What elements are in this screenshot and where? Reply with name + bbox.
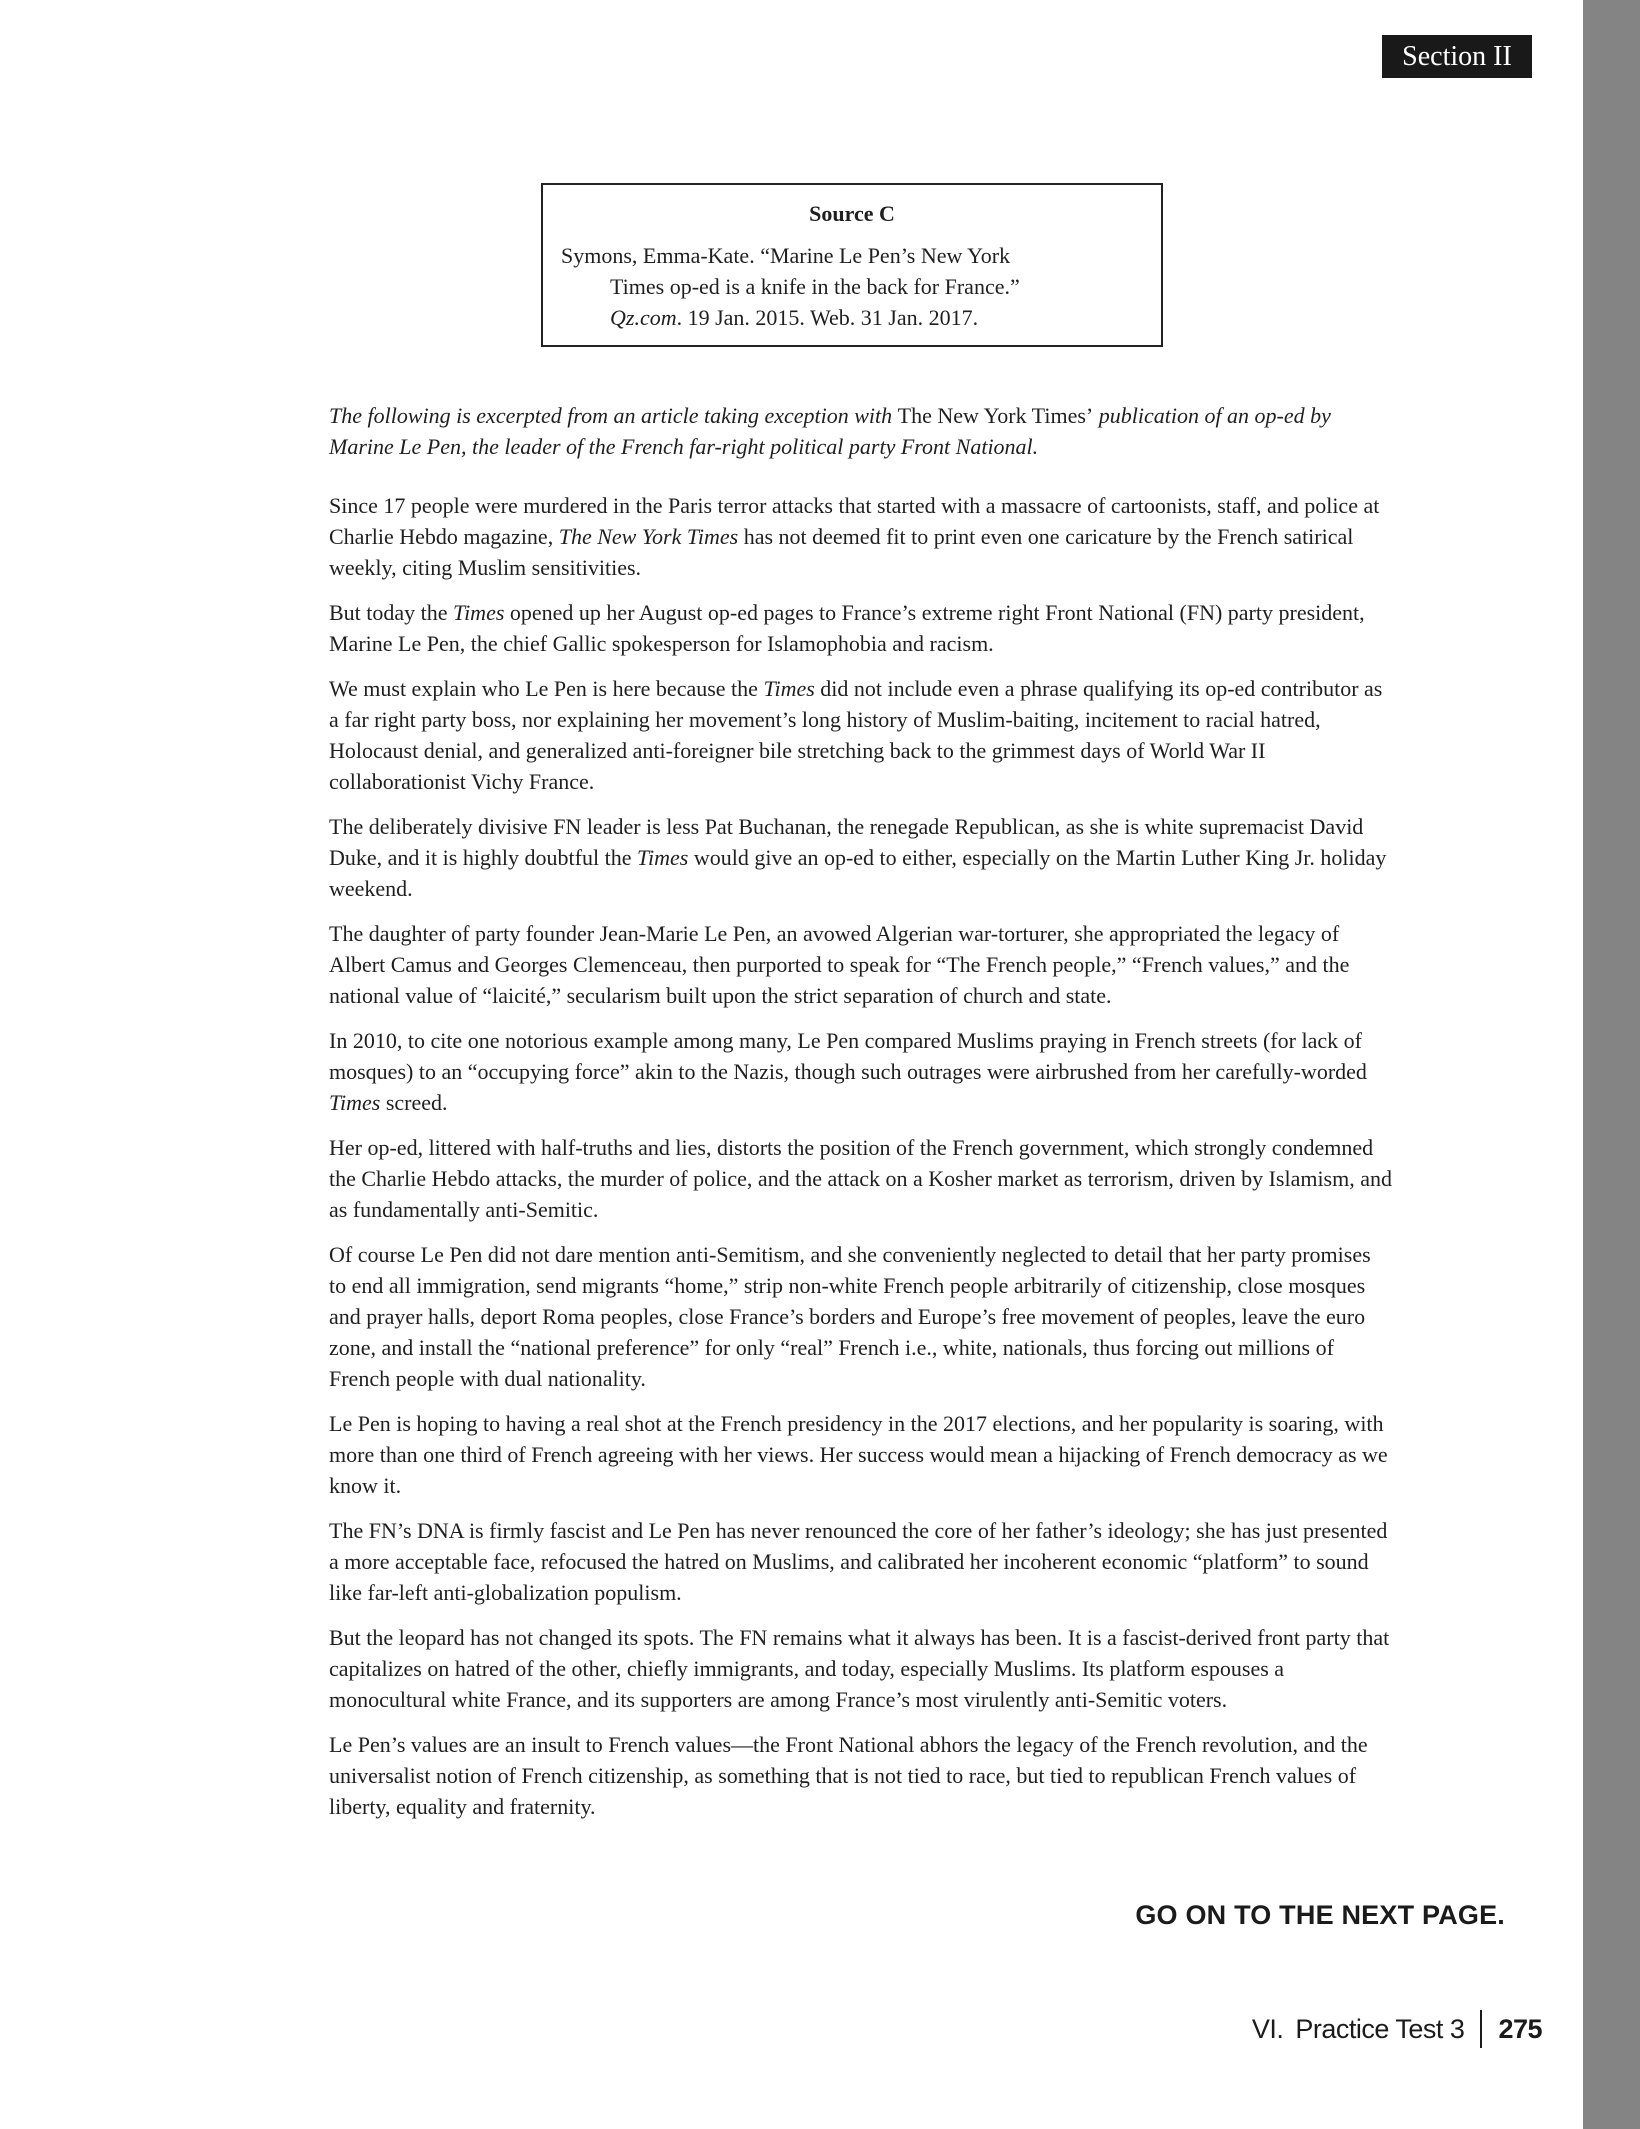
paragraph bbox=[329, 1515, 1392, 1608]
paragraph bbox=[329, 1132, 1392, 1225]
text-run: The New York Times’ bbox=[897, 403, 1094, 428]
text-run: Times bbox=[453, 600, 505, 625]
text-run: has not deemed fit to print even one caricature by the French satirical weekly, citing Muslim sensitivities. bbox=[329, 524, 1354, 580]
page-number: 275 bbox=[1498, 2013, 1542, 2044]
text-run: did not include even a phrase qualifying its op-ed contributor as a far right party boss, nor explaining her movement’s long history of Muslim-baiting, incitement to racial hatred, Holocaust denial, and generalized anti-foreigner bile stretching back to the grimmest days of World War II collaborationist Vichy France. bbox=[329, 676, 1383, 794]
paragraph bbox=[329, 1622, 1392, 1715]
text-run: Times bbox=[636, 845, 689, 870]
text-run: Le Pen’s values are an insult to French values—the Front National abhors the legacy of the French revolution, and the universalist notion of French citizenship, as something that is not tied to race, but tied to republican French values of liberty, equality and fraternity. bbox=[329, 1732, 1368, 1819]
text-run: In 2010, to cite one notorious example among many, Le Pen compared Muslims praying in French streets (for lack of mosques) to an “occupying force” akin to the Nazis, though such outrages were airbrushed from her carefully-worded bbox=[329, 1028, 1367, 1084]
text-run: We must explain who Le Pen is here because the bbox=[329, 676, 764, 701]
text-run: The New York Times bbox=[558, 524, 739, 549]
article-text-column bbox=[329, 400, 1392, 1836]
footer-divider bbox=[1480, 2010, 1482, 2048]
section-badge-label: Section II bbox=[1402, 40, 1512, 72]
page-footer bbox=[1252, 2010, 1542, 2048]
paragraph bbox=[329, 673, 1392, 797]
paragraph bbox=[329, 918, 1392, 1011]
text-run: Qz.com bbox=[610, 305, 677, 330]
text-run: would give an op-ed to either, especially on the Martin Luther King Jr. holiday weekend. bbox=[329, 845, 1387, 901]
text-run: Times bbox=[329, 1090, 381, 1115]
text-run: . 19 Jan. 2015. Web. 31 Jan. 2017. bbox=[676, 305, 979, 330]
text-run: The FN’s DNA is firmly fascist and Le Pen has never renounced the core of her father’s ideology; she has just presented a more acceptable face, refocused the hatred on Muslims, and calibrated her incoherent economic “platform” to sound like far-left anti-globalization populism. bbox=[329, 1518, 1388, 1605]
footer-chapter-label: VI. bbox=[1251, 2013, 1284, 2044]
citation-line bbox=[561, 302, 1143, 333]
paragraph bbox=[329, 811, 1392, 904]
paragraph bbox=[329, 490, 1392, 583]
text-run: Times op-ed is a knife in the back for France.” bbox=[610, 274, 1020, 299]
text-run: But the leopard has not changed its spots. The FN remains what it always has been. It is a fascist-derived front party that capitalizes on hatred of the other, chiefly immigrants, and today, especially Muslims. Its platform espouses a monocultural white France, and its supporters are among France’s most virulently anti-Semitic voters. bbox=[329, 1625, 1390, 1712]
paragraph bbox=[329, 1408, 1392, 1501]
citation-line bbox=[561, 240, 1143, 271]
text-run: Le Pen is hoping to having a real shot at the French presidency in the 2017 elections, and her popularity is soaring, with more than one third of French agreeing with her views. Her success would mean a hijacking of French democracy as we know it. bbox=[329, 1411, 1388, 1498]
citation-line bbox=[561, 271, 1143, 302]
text-run: Since 17 people were murdered in the Paris terror attacks that started with a massacre of cartoonists, staff, and police at Charlie Hebdo magazine, bbox=[329, 493, 1380, 549]
text-run: Her op-ed, littered with half-truths and lies, distorts the position of the French government, which strongly condemned the Charlie Hebdo attacks, the murder of police, and the attack on a Kosher market as terrorism, driven by Islamism, and as fundamentally anti-Semitic. bbox=[329, 1135, 1392, 1222]
paragraph bbox=[329, 1729, 1392, 1822]
text-run: opened up her August op-ed pages to France’s extreme right Front National (FN) party president, Marine Le Pen, the chief Gallic spokesperson for Islamophobia and racism. bbox=[329, 600, 1365, 656]
text-run: The daughter of party founder Jean-Marie Le Pen, an avowed Algerian war-torturer, she appropriated the legacy of Albert Camus and Georges Clemenceau, then purported to speak for “The French people,” “French values,” and the national value of “laicité,” secularism built upon the strict separation of church and state. bbox=[329, 921, 1350, 1008]
source-citation-box bbox=[541, 183, 1163, 347]
text-run: Symons, Emma-Kate. “Marine Le Pen’s New York bbox=[561, 243, 1011, 268]
article-body bbox=[329, 490, 1392, 1822]
text-run: The deliberately divisive FN leader is less Pat Buchanan, the renegade Republican, as she is white supremacist David Duke, and it is highly doubtful the bbox=[329, 814, 1364, 870]
go-on-instruction: GO ON TO THE NEXT PAGE. bbox=[1135, 1900, 1505, 1930]
text-run: The following is excerpted from an article taking exception with bbox=[329, 403, 898, 428]
source-box-title: Source C bbox=[809, 201, 895, 226]
text-run: screed. bbox=[380, 1090, 448, 1115]
section-badge bbox=[1382, 35, 1532, 78]
text-run: Times bbox=[763, 676, 815, 701]
paragraph bbox=[329, 1239, 1392, 1394]
citation bbox=[561, 240, 1143, 333]
text-run: publication of an op-ed by Marine Le Pen, the leader of the French far-right political party Front National. bbox=[329, 403, 1331, 459]
article-intro bbox=[329, 400, 1392, 462]
paragraph bbox=[329, 597, 1392, 659]
page-edge-gray-strip bbox=[1583, 0, 1640, 2129]
paragraph bbox=[329, 1025, 1392, 1118]
footer-section-title: Practice Test 3 bbox=[1295, 2013, 1465, 2044]
text-run: Of course Le Pen did not dare mention anti-Semitism, and she conveniently neglected to detail that her party promises to end all immigration, send migrants “home,” strip non-white French people arbitrarily of citizenship, close mosques and prayer halls, deport Roma peoples, close France’s borders and Europe’s free movement of peoples, leave the euro zone, and install the “national preference” for only “real” French i.e., white, nationals, thus forcing out millions of French people with dual nationality. bbox=[329, 1242, 1371, 1391]
text-run: But today the bbox=[329, 600, 454, 625]
